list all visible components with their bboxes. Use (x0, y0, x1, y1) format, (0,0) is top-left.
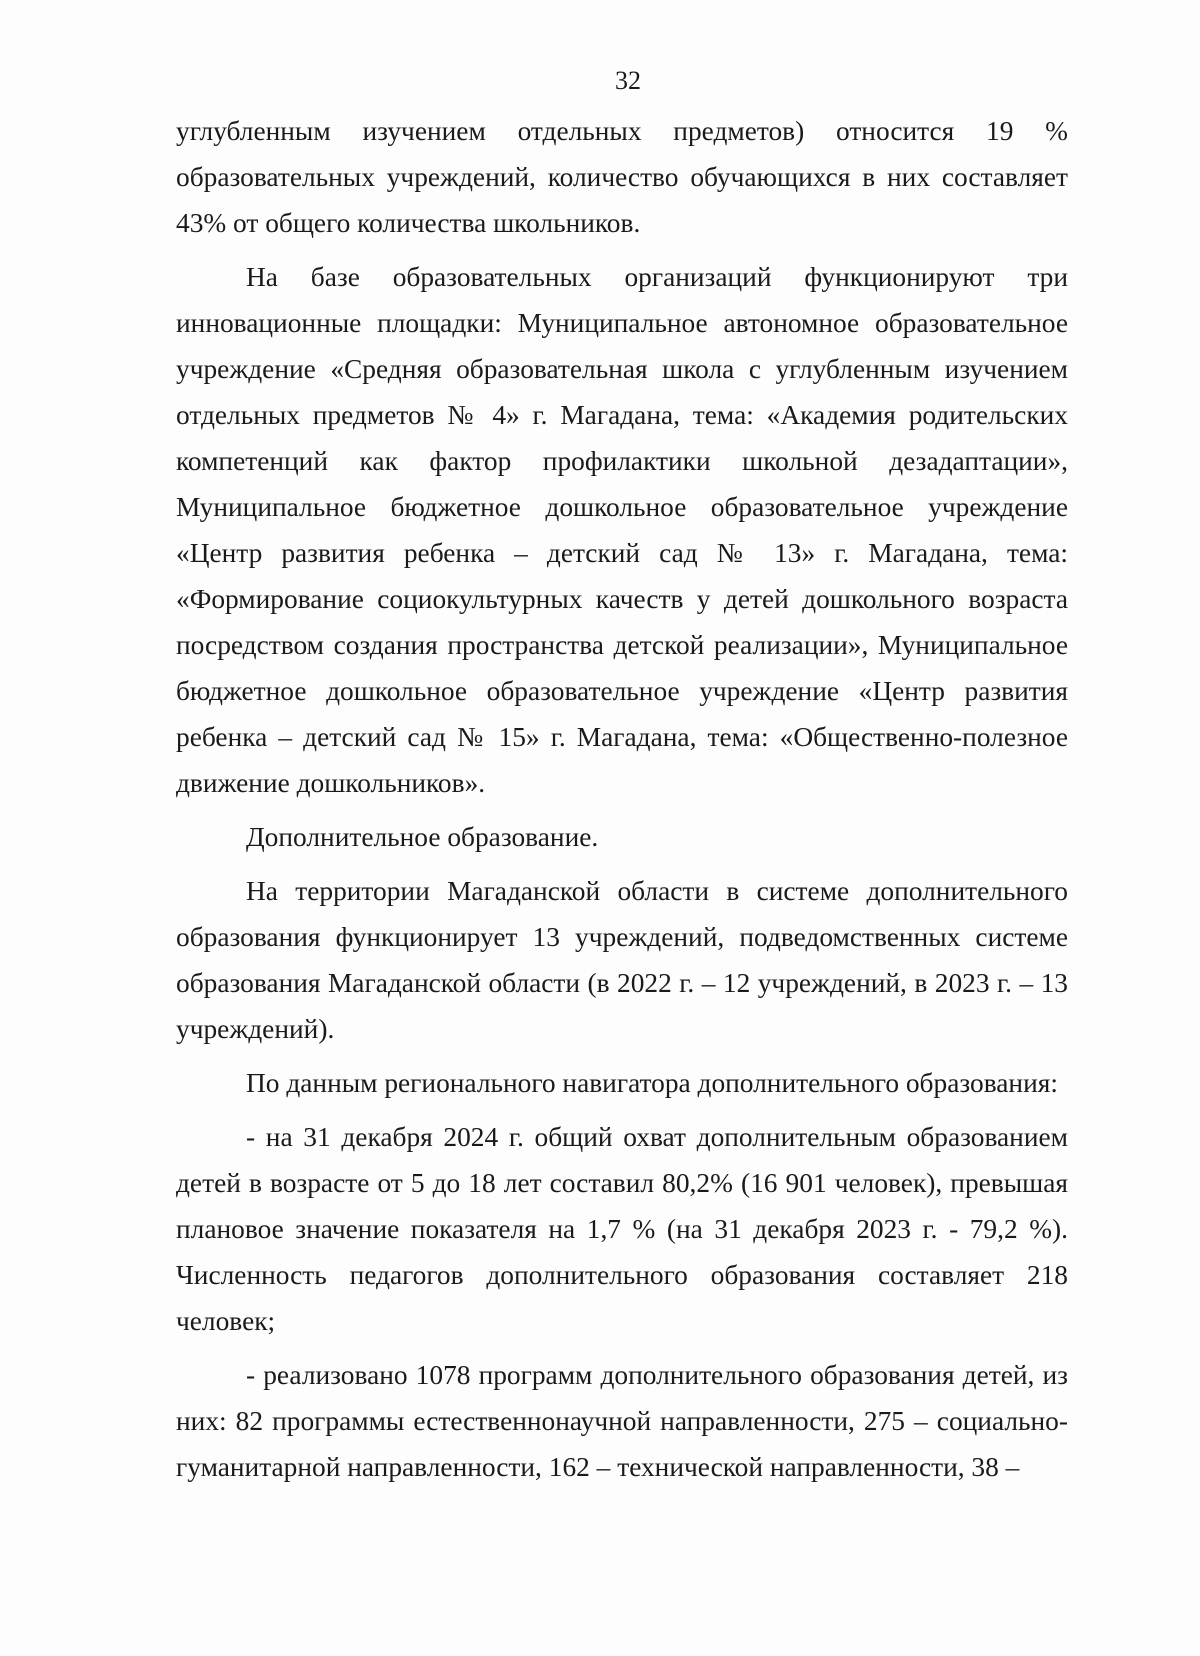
section-heading-additional-education: Дополнительное образование. (246, 822, 599, 852)
list-item-coverage: - на 31 декабря 2024 г. общий охват дополнительным образованием детей в возрасте от 5 до 18 лет составил 80,2% (16 901 человек), превышая плановое значение показателя на 1,7 % (на 31 декабря 2023 г. - 79,2 %). Численность педагогов дополнительного образования составляет 218 человек; (176, 1122, 1068, 1336)
document-body (176, 108, 1068, 1498)
page-number: 32 (615, 66, 641, 95)
list-item-programs: - реализовано 1078 программ дополнительного образования детей, из них: 82 программы естественнонаучной направленности, 275 – социально-гуманитарной направленности, 162 – технической направленности, 38 – (176, 1360, 1068, 1482)
paragraph-navigator-intro: По данным регионального навигатора дополнительного образования: (246, 1068, 1058, 1098)
paragraph-continuation: углубленным изучением отдельных предметов) относится 19 % образовательных учреждений, количество обучающихся в них составляет 43% от общего количества школьников. (176, 116, 1068, 238)
paragraph-institutions-count: На территории Магаданской области в системе дополнительного образования функционирует 13 учреждений, подведомственных системе образования Магаданской области (в 2022 г. – 12 учреждений, в 2023 г. – 13 учреждений). (176, 876, 1068, 1044)
paragraph-innovation-sites: На базе образовательных организаций функционируют три инновационные площадки: Муниципальное автономное образовательное учреждение «Средняя образовательная школа с углубленным изучением отдельных предметов № 4» г. Магадана, тема: «Академия родительских компетенций как фактор профилактики школьной дезадаптации», Муниципальное бюджетное дошкольное образовательное учреждение «Центр развития ребенка – детский сад № 13» г. Магадана, тема: «Формирование социокультурных качеств у детей дошкольного возраста посредством создания пространства детской реализации», Муниципальное бюджетное дошкольное образовательное учреждение «Центр развития ребенка – детский сад № 15» г. Магадана, тема: «Общественно-полезное движение дошкольников». (176, 262, 1068, 798)
